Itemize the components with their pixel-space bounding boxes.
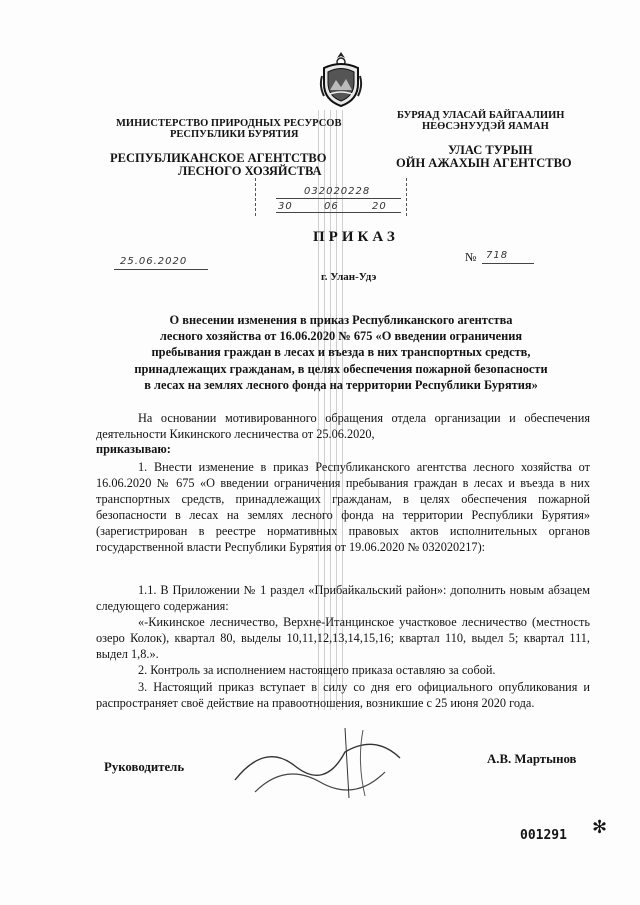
agency-name-ru-line1: РЕСПУБЛИКАНСКОЕ АГЕНТСТВО [110, 151, 327, 165]
paragraph-3: 3. Настоящий приказ вступает в силу со дня его официального опубликования и распространяет своё действие на правоотношения, возникшие с 25 июня 2020 года. [96, 680, 590, 710]
document-subject [96, 312, 586, 393]
quote-paragraph: «-Кикинское лесничество, Верхне-Итанцинское участковое лесничество (местность озеро Колок), квартал 80, выделы 10,11,12,13,14,15,16; квартал 110, выдел 5; квартал 111, выдел 1,8.». [96, 615, 590, 661]
document-number: 718 [486, 250, 509, 261]
asterisk-icon: ✻ [592, 817, 608, 838]
paragraph-2: 2. Контроль за исполнением настоящего приказа оставляю за собой. [138, 663, 496, 677]
registration-stamp [255, 178, 407, 216]
ministry-name-bua-line2: НЕӨСЭНУУДЭЙ ЯАМАН [422, 121, 549, 132]
subject-line: пребывания граждан в лесах и въезда в них транспортных средств, [151, 345, 531, 360]
stamp-month: 06 [324, 201, 339, 212]
ministry-name-ru-line2: РЕСПУБЛИКИ БУРЯТИЯ [170, 129, 299, 140]
subject-line: принадлежащих гражданам, в целях обеспечения пожарной безопасности [134, 361, 548, 376]
paragraph-1-1: 1.1. В Приложении № 1 раздел «Прибайкальский район»: дополнить новым абзацем следующего содержания: [96, 583, 590, 613]
handwritten-signature [225, 722, 410, 802]
stamp-reg-number: 032020228 [304, 186, 371, 197]
signature-position: Руководитель [104, 760, 185, 774]
document-title: ПРИКАЗ [313, 229, 399, 245]
signature-name: А.В. Мартынов [487, 752, 577, 766]
agency-name-ru-line2: ЛЕСНОГО ХОЗЯЙСТВА [178, 164, 322, 178]
intro-paragraph: На основании мотивированного обращения отдела организации и обеспечения деятельности Кикинского лесничества от 25.06.2020, [96, 411, 590, 441]
stamp-day: 30 [278, 201, 293, 212]
city: г. Улан-Удэ [321, 271, 377, 283]
order-word: приказываю: [96, 442, 171, 456]
agency-name-bua-line2: ОЙН АЖАХЫН АГЕНТСТВО [396, 156, 572, 170]
agency-name-bua-line1: УЛАС ТУРЫН [448, 143, 533, 157]
ministry-name-bua-line1: БУРЯАД УЛАСАЙ БАЙГААЛИИН [397, 110, 565, 121]
stamp-year: 20 [372, 201, 387, 212]
serial-number: 001291 [520, 828, 567, 843]
subject-line: О внесении изменения в приказ Республиканского агентства [169, 313, 513, 327]
subject-line: лесного хозяйства от 16.06.2020 № 675 «О введении ограничения [159, 329, 523, 344]
number-label: № [465, 250, 477, 264]
ministry-name-ru-line1: МИНИСТЕРСТВО ПРИРОДНЫХ РЕСУРСОВ [116, 118, 342, 129]
paragraph-1: 1. Внести изменение в приказ Республиканского агентства лесного хозяйства от 16.06.2020 № 675 «О введении ограничения пребывания граждан в лесах и въезда в них транспортных средств, принадлежащих гражданам, в целях обеспечения пожарной безопасности в лесах на землях лесного фонда на территории Республики Бурятия» (зарегистрирован в реестре нормативных правовых актов исполнительных органов государственной власти Республики Бурятия от 19.06.2020 № 032020217): [96, 460, 590, 554]
document-date: 25.06.2020 [120, 256, 188, 267]
subject-line: в лесах на землях лесного фонда на территории Республики Бурятия» [144, 377, 538, 392]
coat-of-arms-emblem [318, 50, 364, 108]
